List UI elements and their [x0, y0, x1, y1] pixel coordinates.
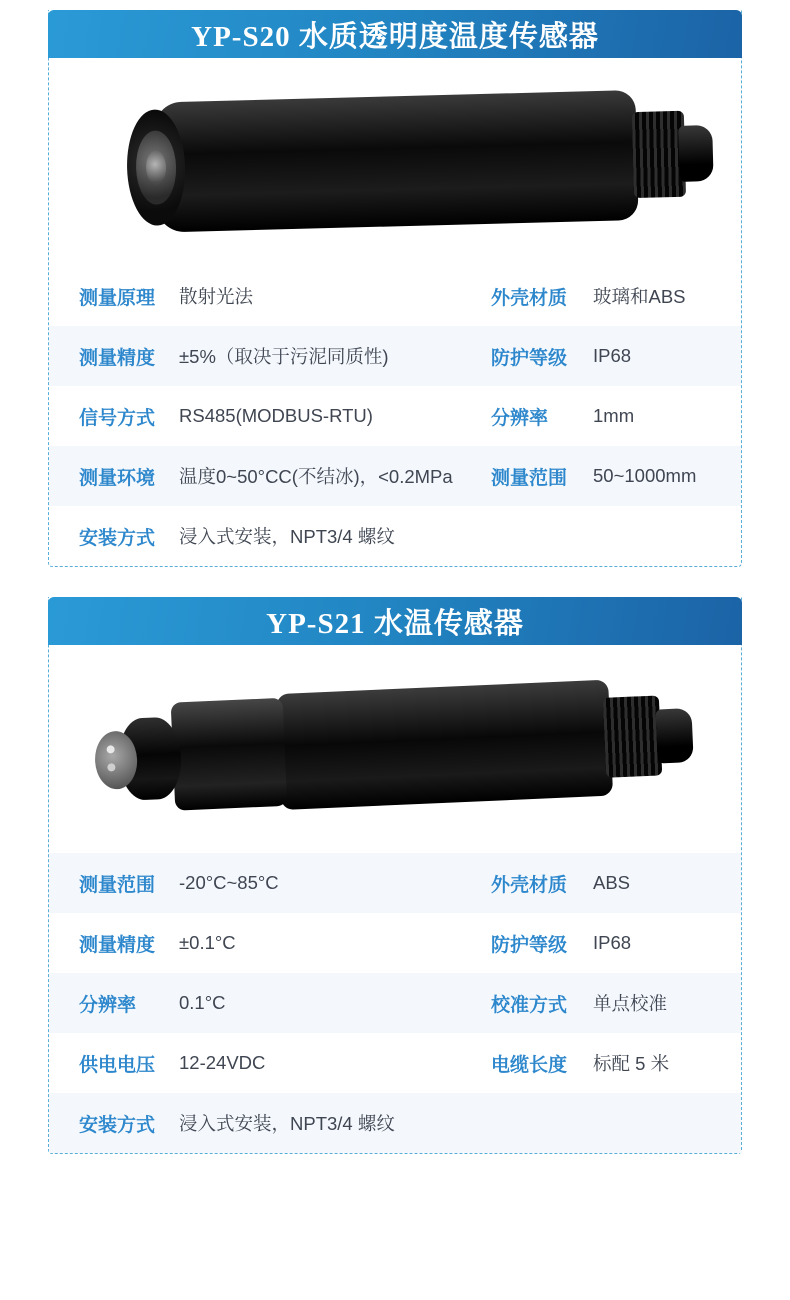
sensor-thread	[632, 111, 686, 198]
spec-right-label: 防护等级	[491, 347, 568, 369]
spec-right-value: 1mm	[593, 405, 635, 426]
spec-left-label: 安装方式	[79, 1114, 156, 1136]
spec-right-label: 防护等级	[491, 934, 568, 956]
spec-left-value: RS485(MODBUS-RTU)	[179, 405, 373, 426]
sensor-body	[276, 680, 613, 810]
product-image-yp-s21	[92, 654, 699, 850]
product-image-yp-s20	[125, 79, 689, 244]
spec-left-value: -20°C~85°C	[179, 872, 279, 893]
spec-left-value: 浸入式安装，NPT3/4 螺纹	[179, 1113, 395, 1134]
page	[0, 10, 790, 1300]
spec-right-value: 玻璃和ABS	[593, 286, 686, 307]
section-yp-s21	[48, 597, 742, 1154]
spec-left-label: 分辨率	[79, 994, 137, 1016]
spec-right-label: 校准方式	[491, 994, 568, 1016]
spec-left-value: 12-24VDC	[179, 1052, 266, 1073]
sensor-connector	[678, 125, 713, 182]
spec-right-value: 50~1000mm	[593, 465, 697, 486]
sensor-collar-nut	[171, 698, 288, 811]
spec-left-value: 散射光法	[179, 286, 254, 307]
spec-table-row	[49, 446, 741, 506]
page-title-yp-s20: YP-S20 水质透明度温度传感器	[191, 20, 599, 53]
spec-table-row	[49, 853, 741, 913]
spec-table-row	[49, 506, 741, 566]
spec-left-label: 测量精度	[79, 934, 156, 956]
spec-left-label: 信号方式	[79, 407, 156, 429]
spec-right-value: IP68	[593, 345, 632, 366]
spec-right-value: IP68	[593, 932, 632, 953]
spec-right-label: 外壳材质	[491, 287, 568, 309]
spec-right-label: 外壳材质	[491, 874, 568, 896]
spec-table-row	[49, 386, 741, 446]
spec-left-label: 测量环境	[79, 467, 156, 489]
sensor-body	[153, 90, 638, 233]
spec-table-yp-s21	[49, 853, 741, 1153]
spec-left-value: 0.1°C	[179, 992, 226, 1013]
spec-table-row	[49, 973, 741, 1033]
spec-table-row	[49, 326, 741, 386]
spec-left-value: ±0.1°C	[179, 932, 236, 953]
spec-table-row	[49, 1093, 741, 1153]
spec-table-row	[49, 266, 741, 326]
spec-right-value: ABS	[593, 872, 631, 893]
spec-table-row	[49, 1033, 741, 1093]
spec-left-label: 测量精度	[79, 347, 156, 369]
spec-right-value: 单点校准	[593, 993, 668, 1014]
spec-right-label: 测量范围	[491, 467, 568, 489]
spec-left-value: ±5%（取决于污泥同质性)	[179, 346, 389, 367]
spec-table-row	[49, 913, 741, 973]
section-header-yp-s21	[48, 597, 742, 645]
spec-right-value: 标配 5 米	[593, 1053, 670, 1074]
spec-right-label: 分辨率	[491, 407, 549, 429]
section-yp-s20	[48, 10, 742, 567]
spec-left-label: 测量原理	[79, 287, 156, 309]
product-image-area-yp-s21	[49, 645, 741, 853]
section-header-yp-s20	[48, 10, 742, 58]
sensor-thread	[603, 695, 662, 777]
spec-left-label: 供电电压	[79, 1054, 156, 1076]
spec-left-value: 温度0~50°CC(不结冰)，<0.2MPa	[179, 466, 453, 487]
spec-left-value: 浸入式安装，NPT3/4 螺纹	[179, 526, 395, 547]
sensor-connector	[655, 708, 693, 764]
spec-right-label: 电缆长度	[491, 1054, 568, 1076]
spec-left-label: 安装方式	[79, 527, 156, 549]
page-title-yp-s21: YP-S21 水温传感器	[266, 607, 524, 640]
spec-left-label: 测量范围	[79, 874, 156, 896]
spec-table-yp-s20	[49, 266, 741, 566]
product-image-area-yp-s20	[49, 58, 741, 266]
